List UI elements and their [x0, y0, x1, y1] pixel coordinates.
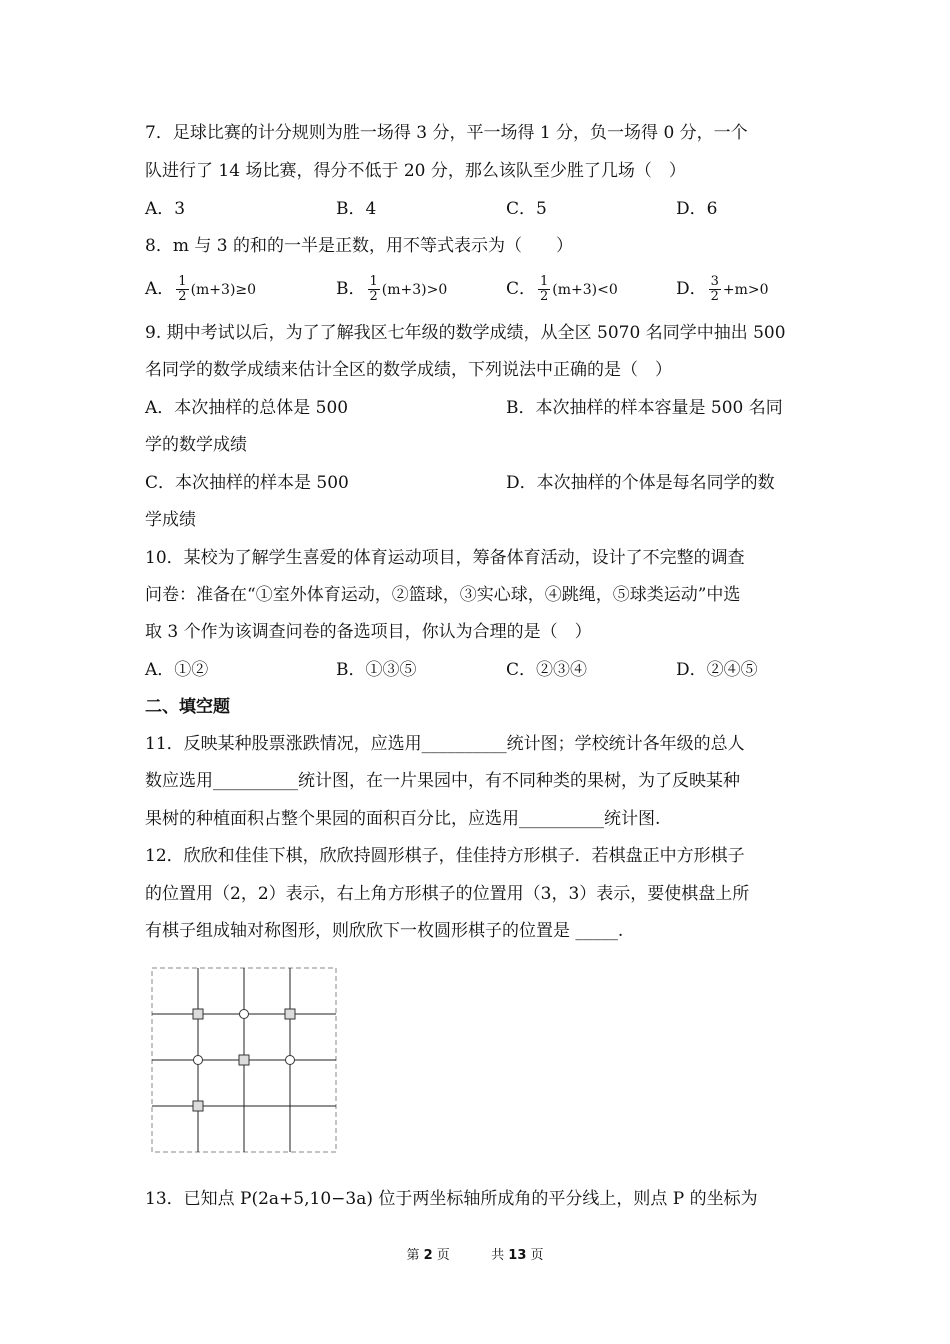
- q12-line3: 有棋子组成轴对称图形，则欣欣下一枚圆形棋子的位置是 _____.: [145, 921, 624, 941]
- q13-line1: 13．已知点 P(2a+5,10−3a) 位于两坐标轴所成角的平分线上，则点 P 的坐标为: [145, 1189, 758, 1209]
- q7-option-d: D．6: [676, 199, 718, 219]
- footer-page-unit: 页: [436, 1248, 450, 1263]
- q8-option-c-expr: (m+3)<0: [552, 282, 618, 298]
- q11-line3: 果树的种植面积占整个果园的面积百分比，应选用__________统计图.: [145, 809, 661, 829]
- q7-line2: 队进行了 14 场比赛，得分不低于 20 分，那么该队至少胜了几场（ ）: [145, 161, 686, 181]
- q8-option-d: [676, 275, 769, 304]
- q9-option-c: C．本次抽样的样本是 500: [145, 473, 349, 493]
- footer-page-label: 第: [406, 1248, 420, 1263]
- q8-option-c-label: C．: [506, 279, 537, 299]
- q9-option-a: A．本次抽样的总体是 500: [145, 398, 349, 418]
- q10-line3: 取 3 个作为该调查问卷的备选项目，你认为合理的是（ ）: [145, 622, 592, 642]
- q11-line2: 数应选用__________统计图，在一片果园中，有不同种类的果树，为了反映某种: [145, 771, 740, 791]
- q9-line2: 名同学的数学成绩来估计全区的数学成绩，下列说法中正确的是（ ）: [145, 360, 672, 380]
- q9-option-d-cont: 学成绩: [145, 510, 196, 530]
- q7-line1: 7．足球比赛的计分规则为胜一场得 3 分，平一场得 1 分，负一场得 0 分，一个: [145, 123, 748, 143]
- q12-line1: 12．欣欣和佳佳下棋，欣欣持圆形棋子，佳佳持方形棋子．若棋盘正中方形棋子: [145, 846, 745, 866]
- q8-option-b: [336, 275, 447, 304]
- q9-option-b: B．本次抽样的样本容量是 500 名同: [506, 398, 783, 418]
- q8-line1: 8．m 与 3 的和的一半是正数，用不等式表示为（ ）: [145, 236, 573, 256]
- q8-option-b-label: B．: [336, 279, 366, 299]
- q12-line2: 的位置用（2，2）表示，右上角方形棋子的位置用（3，3）表示，要使棋盘上所: [145, 884, 750, 904]
- footer-page-number: 2: [423, 1248, 433, 1263]
- q9-option-d: D．本次抽样的个体是每名同学的数: [506, 473, 775, 493]
- q8-option-c: [506, 275, 618, 304]
- q8-option-a: [145, 275, 256, 304]
- q8-option-a-expr: (m+3)≥0: [190, 282, 257, 298]
- square-piece: [239, 1055, 249, 1065]
- q10-option-a: A．①②: [145, 660, 209, 680]
- q10-line2: 问卷：准备在“①室外体育运动，②篮球，③实心球，④跳绳，⑤球类运动”中选: [145, 585, 741, 605]
- q8-option-b-expr: (m+3)>0: [381, 282, 448, 298]
- circle-piece: [240, 1010, 249, 1019]
- square-piece: [193, 1101, 203, 1111]
- q8-option-a-fraction: $\frac{1}{2}$: [178, 274, 187, 304]
- square-piece: [193, 1009, 203, 1019]
- square-piece: [285, 1009, 295, 1019]
- page-footer: [0, 1244, 950, 1263]
- circle-piece: [194, 1056, 203, 1065]
- q8-option-b-fraction: $\frac{1}{2}$: [369, 274, 378, 304]
- q11-line1: 11．反映某种股票涨跌情况，应选用__________统计图；学校统计各年级的总人: [145, 734, 745, 754]
- circle-piece: [286, 1056, 295, 1065]
- q8-option-a-label: A．: [145, 279, 175, 299]
- q8-option-d-expr: +m>0: [722, 282, 769, 298]
- q10-option-d: D．②④⑤: [676, 660, 758, 680]
- footer-total-label: 共: [491, 1248, 505, 1263]
- q7-option-c: C．5: [506, 199, 547, 219]
- q8-option-d-fraction: $\frac{3}{2}$: [710, 274, 719, 304]
- q10-line1: 10．某校为了解学生喜爱的体育运动项目，筹备体育活动，设计了不完整的调查: [145, 548, 745, 568]
- q10-option-c: C．②③④: [506, 660, 588, 680]
- footer-total-unit: 页: [530, 1248, 544, 1263]
- chessboard-figure: [150, 966, 340, 1156]
- q9-line1: 9. 期中考试以后，为了了解我区七年级的数学成绩，从全区 5070 名同学中抽出 500: [145, 323, 786, 343]
- q10-option-b: B．①③⑤: [336, 660, 417, 680]
- q7-option-b: B．4: [336, 199, 377, 219]
- footer-total-pages: 13: [508, 1248, 527, 1263]
- q8-option-d-label: D．: [676, 279, 707, 299]
- q8-option-c-fraction: $\frac{1}{2}$: [540, 274, 549, 304]
- section-heading-fill-in: 二、填空题: [145, 697, 230, 717]
- q9-option-b-cont: 学的数学成绩: [145, 435, 247, 455]
- q7-option-a: A．3: [145, 199, 186, 219]
